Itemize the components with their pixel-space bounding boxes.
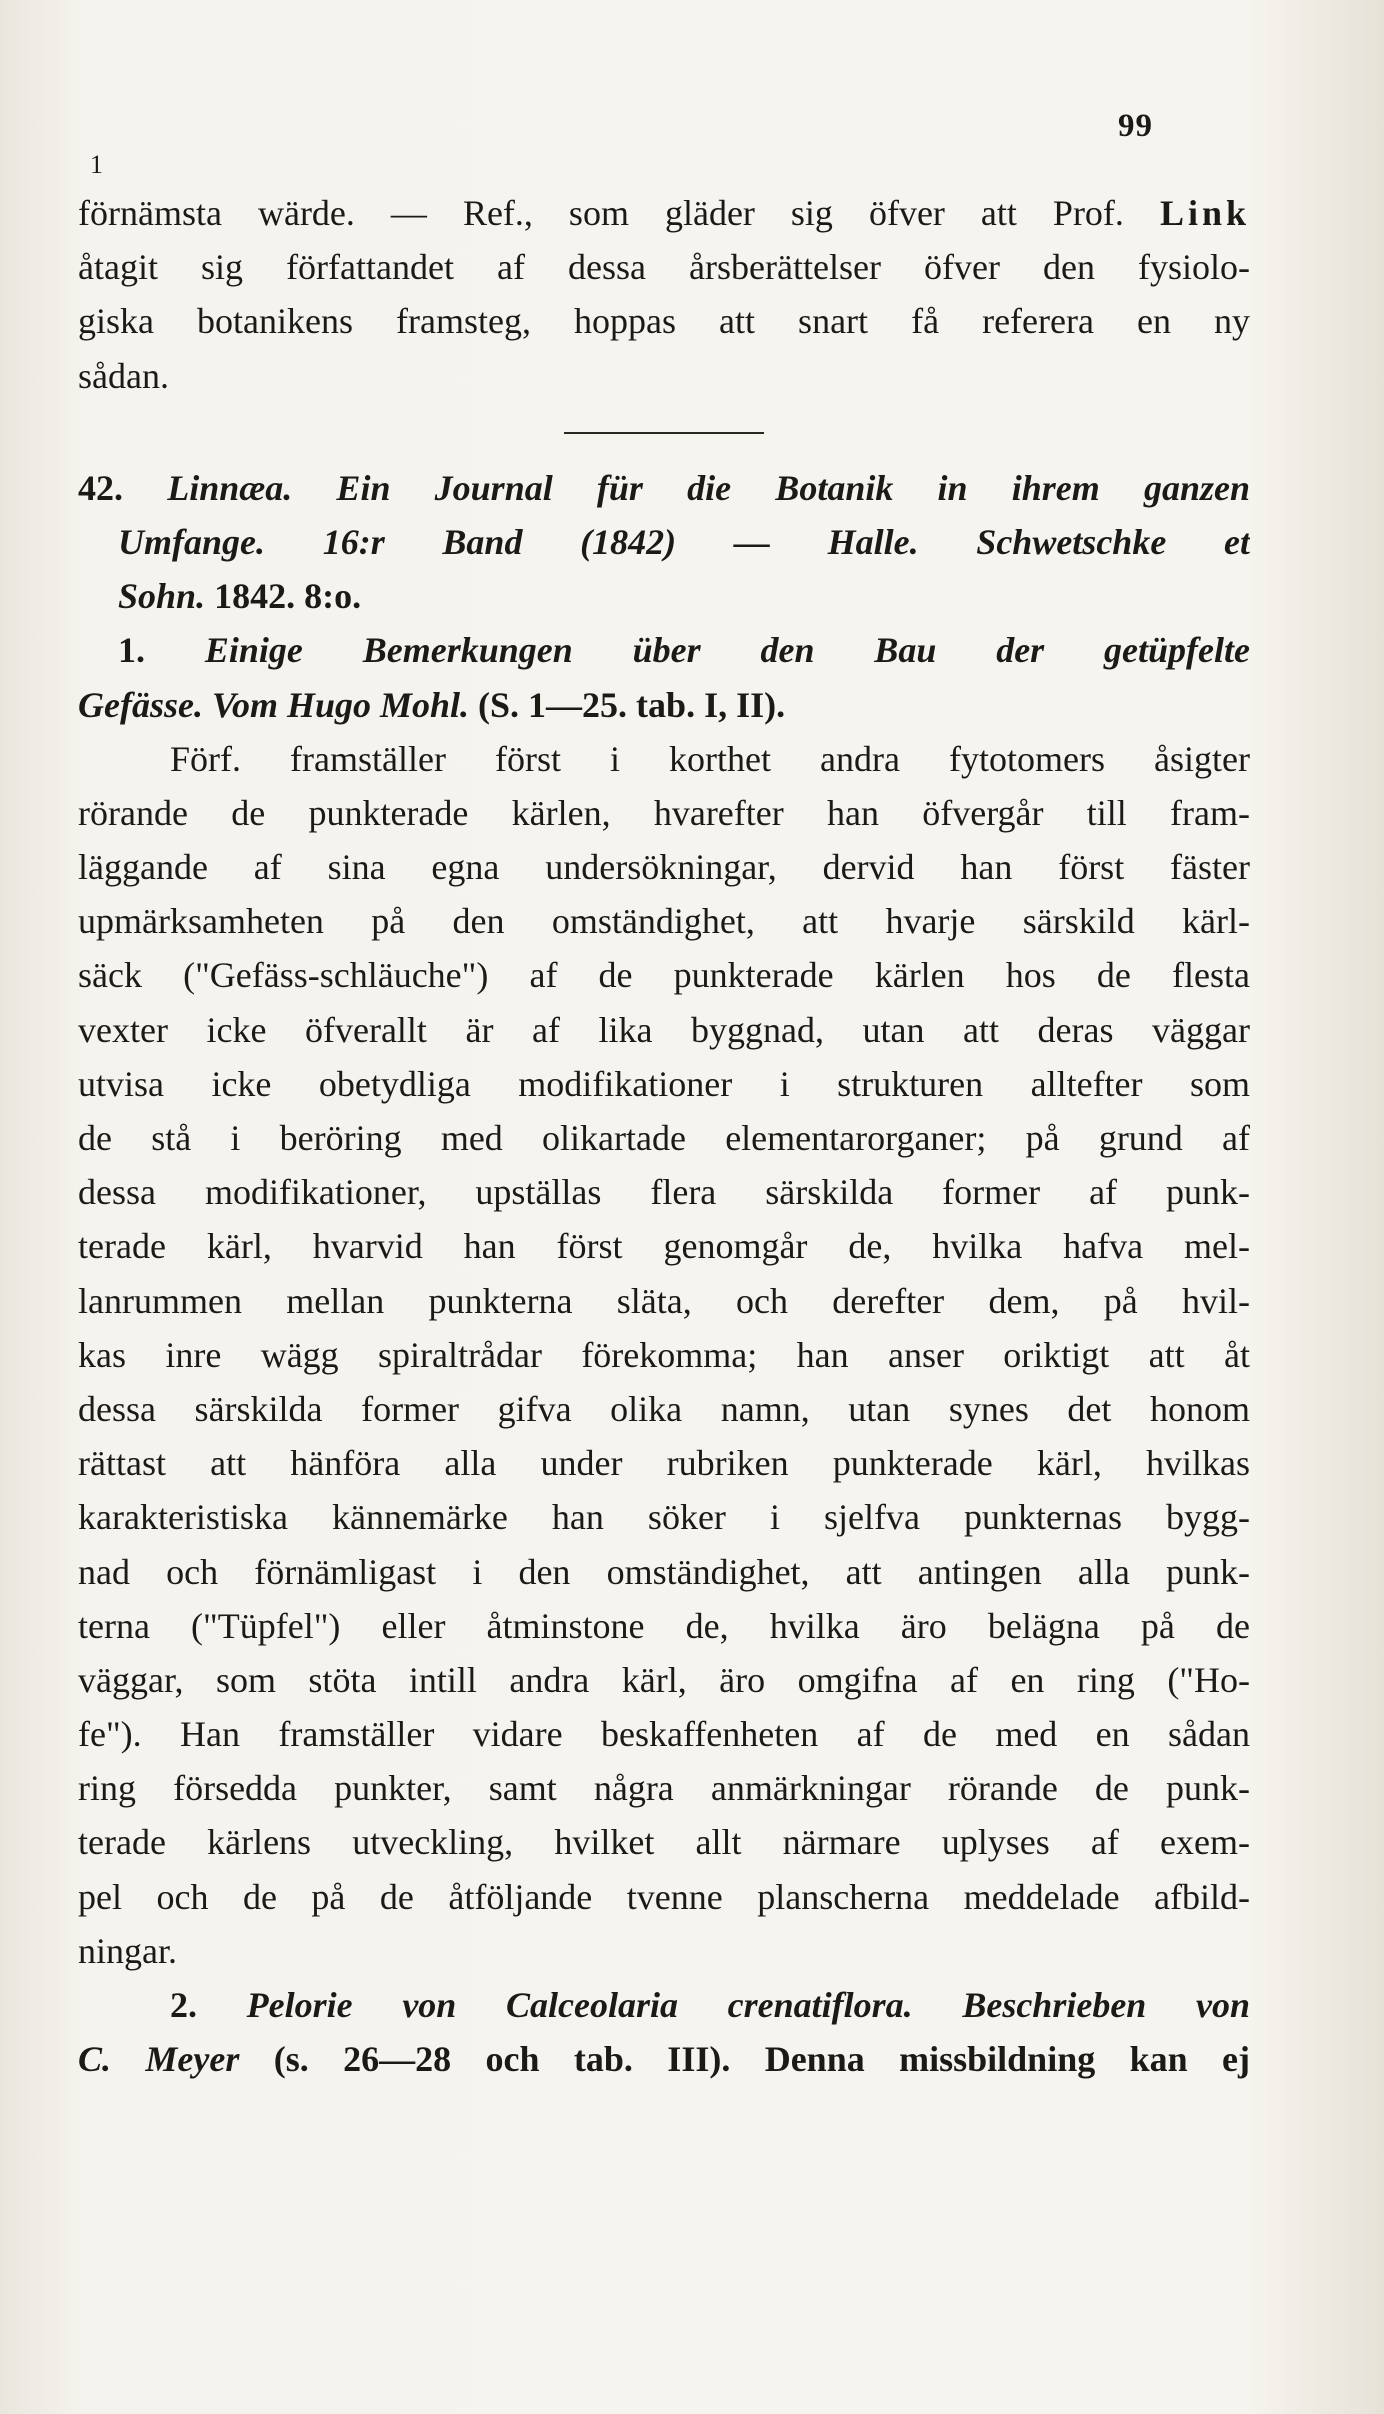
article-heading bbox=[78, 623, 1250, 677]
paragraph-line: Förf. framställer först i korthet andra fytotomers åsigter bbox=[170, 738, 1250, 779]
text-line: giska botanikens framsteg, hoppas att snart få referera en ny bbox=[78, 301, 1250, 342]
paragraph-line: karakteristiska kännemärke han söker i sjelfva punkternas bygg- bbox=[78, 1497, 1250, 1538]
paragraph-line: rörande de punkterade kärlen, hvarefter han öfvergår till fram- bbox=[78, 792, 1250, 833]
paragraph-line: ring försedda punkter, samt några anmärkningar rörande de punk- bbox=[78, 1768, 1250, 1809]
section-separator bbox=[78, 403, 1250, 461]
page-number: 99 bbox=[1118, 108, 1153, 144]
article-heading-line: Gefässe. Vom Hugo Mohl. (S. 1—25. tab. I, II). bbox=[78, 684, 786, 725]
paragraph-line: väggar, som stöta intill andra kärl, äro omgifna af en ring ("Ho- bbox=[78, 1659, 1250, 1700]
paragraph-line: de stå i beröring med olikartade elementarorganer; på grund af bbox=[78, 1118, 1250, 1158]
paragraph-line: läggande af sina egna undersökningar, dervid han först fäster bbox=[78, 847, 1250, 888]
separator-rule bbox=[564, 432, 764, 434]
entry-number: 42. bbox=[78, 467, 123, 508]
paragraph-line: dessa särskilda former gifva olika namn, utan synes det honom bbox=[78, 1388, 1250, 1429]
paragraph-line: ningar. bbox=[78, 1930, 177, 1971]
text-line: förnämsta wärde. — Ref., som gläder sig öfver att Prof. Link bbox=[78, 193, 1250, 233]
paragraph-line: upmärksamheten på den omständighet, att hvarje särskild kärl- bbox=[78, 901, 1250, 942]
paragraph-line: terade kärl, hvarvid han först genomgår de, hvilka hafva mel- bbox=[78, 1226, 1250, 1267]
article-heading bbox=[78, 1978, 1250, 2032]
entry-heading-line: Umfange. 16:r Band (1842) — Halle. Schwetschke et bbox=[118, 521, 1250, 562]
paragraph-line: säck ("Gefäss-schläuche") af de punkterade kärlen hos de flesta bbox=[78, 955, 1250, 996]
paragraph-line: terna ("Tüpfel") eller åtminstone de, hvilka äro belägna på de bbox=[78, 1605, 1250, 1646]
paragraph-line: pel och de på de åtföljande tvenne planscherna meddelade afbild- bbox=[78, 1876, 1250, 1917]
article-title: Pelorie von Calceolaria crenatiflora. Beschrieben von bbox=[197, 1985, 1250, 2025]
paragraph-line: vexter icke öfverallt är af lika byggnad, utan att deras väggar bbox=[78, 1009, 1250, 1050]
paragraph-line: fe"). Han framställer vidare beskaffenheten af de med en sådan bbox=[78, 1714, 1250, 1755]
article-title: Einige Bemerkungen über den Bau der getüpfelte bbox=[145, 630, 1250, 671]
paragraph-line: terade kärlens utveckling, hvilket allt närmare uplyses af exem- bbox=[78, 1822, 1250, 1863]
author-name: Link bbox=[1159, 193, 1250, 233]
paragraph-line: dessa modifikationer, upställas flera särskilda former af punk- bbox=[78, 1172, 1250, 1213]
article-number: 1. bbox=[118, 630, 145, 671]
paragraph-line: lanrummen mellan punkterna släta, och derefter dem, på hvil- bbox=[78, 1280, 1250, 1321]
article-heading-line: C. Meyer (s. 26—28 och tab. III). Denna missbildning kan ej bbox=[78, 2039, 1250, 2080]
entry-heading bbox=[78, 461, 1250, 515]
article-author: C. Meyer bbox=[78, 2039, 240, 2080]
paragraph-line: nad och förnämligast i den omständighet, att antingen alla punk- bbox=[78, 1551, 1250, 1592]
margin-mark: 1 bbox=[90, 150, 103, 179]
entry-heading-line: Sohn. 1842. 8:o. bbox=[118, 576, 362, 617]
text-line: åtagit sig författandet af dessa årsberättelser öfver den fysiolo- bbox=[78, 247, 1250, 288]
text-line: sådan. bbox=[78, 355, 169, 396]
journal-title: Linnæa. Ein Journal für die Botanik in ihrem ganzen bbox=[167, 467, 1250, 508]
paragraph-line: utvisa icke obetydliga modifikationer i strukturen alltefter som bbox=[78, 1063, 1250, 1104]
article-number: 2. bbox=[170, 1985, 197, 2025]
paragraph-line: rättast att hänföra alla under rubriken punkterade kärl, hvilkas bbox=[78, 1443, 1250, 1484]
page-body bbox=[78, 186, 1250, 2086]
paragraph-line: kas inre wägg spiraltrådar förekomma; han anser oriktigt att åt bbox=[78, 1334, 1250, 1375]
